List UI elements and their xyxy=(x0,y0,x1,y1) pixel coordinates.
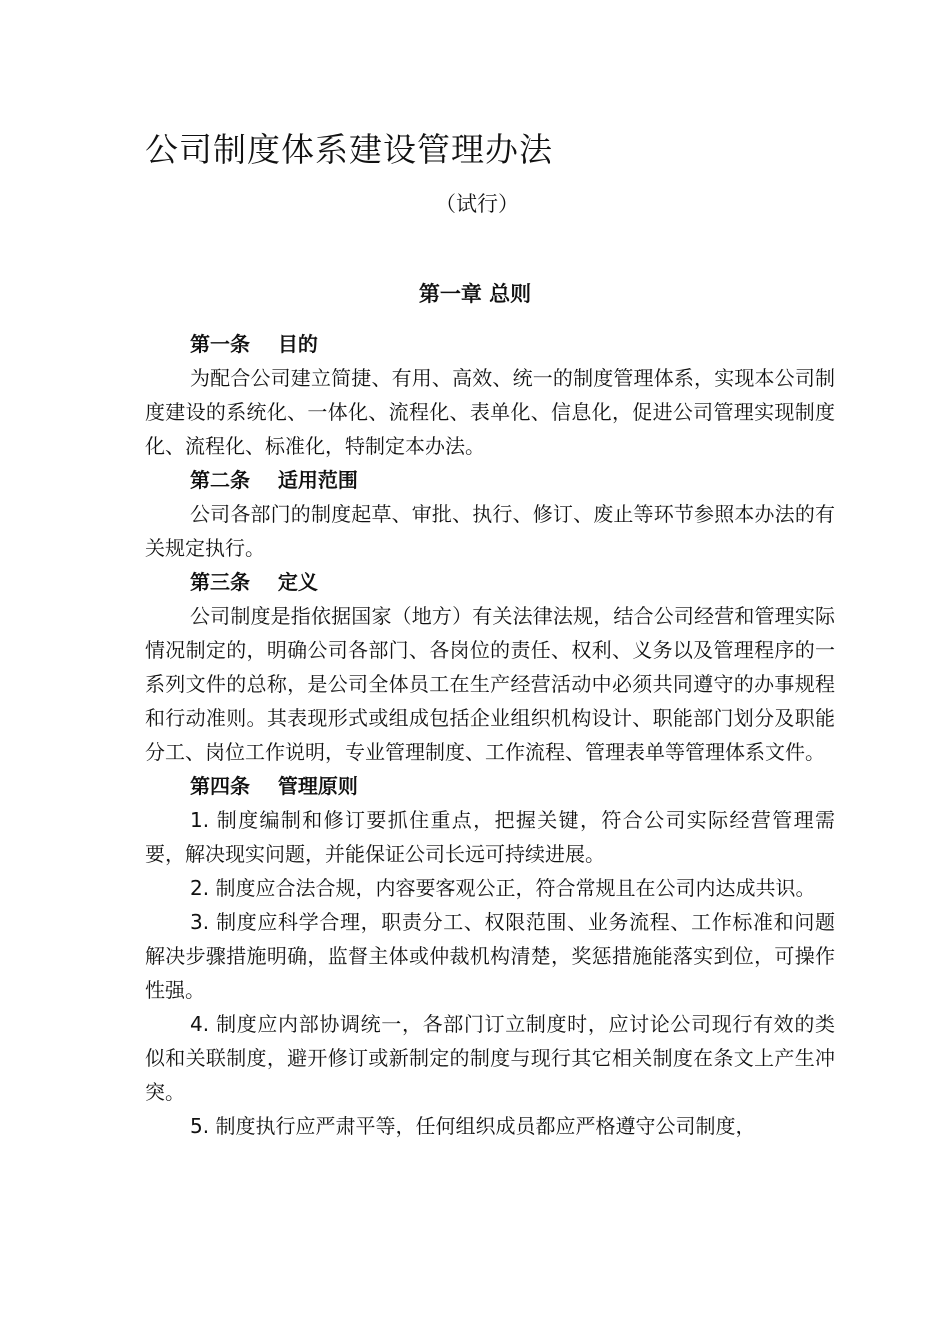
article-paragraph: 公司各部门的制度起草、审批、执行、修订、废止等环节参照本办法的有关规定执行。 xyxy=(145,502,835,560)
document-title: 公司制度体系建设管理办法 xyxy=(145,130,553,169)
article-heading: 第三条 定义 xyxy=(190,570,318,594)
article-heading: 第一条 目的 xyxy=(190,332,318,356)
document-body xyxy=(145,327,835,1143)
principle-item: 2. 制度应合法合规，内容要客观公正，符合常规且在公司内达成共识。 xyxy=(190,876,816,900)
principle-item: 1. 制度编制和修订要抓住重点，把握关键，符合公司实际经营管理需要，解决现实问题，并能保证公司长远可持续进展。 xyxy=(145,808,835,866)
article-paragraph: 公司制度是指依据国家（地方）有关法律法规，结合公司经营和管理实际情况制定的，明确公司各部门、各岗位的责任、权利、义务以及管理程序的一系列文件的总称，是公司全体员工在生产经营活动中必须共同遵守的办事规程和行动准则。其表现形式或组成包括企业组织机构设计、职能部门划分及职能分工、岗位工作说明，专业管理制度、工作流程、管理表单等管理体系文件。 xyxy=(145,604,835,764)
principle-item: 3. 制度应科学合理，职责分工、权限范围、业务流程、工作标准和问题解决步骤措施明确，监督主体或仲裁机构清楚，奖惩措施能落实到位，可操作性强。 xyxy=(145,910,835,1002)
article-heading: 第二条 适用范围 xyxy=(190,468,358,492)
chapter-title: 第一章 总则 xyxy=(418,282,532,306)
principle-item: 5. 制度执行应严肃平等，任何组织成员都应严格遵守公司制度， xyxy=(190,1114,756,1138)
document-subtitle: （试行） xyxy=(435,192,519,216)
article-paragraph: 为配合公司建立简捷、有用、高效、统一的制度管理体系，实现本公司制度建设的系统化、一体化、流程化、表单化、信息化，促进公司管理实现制度化、流程化、标准化，特制定本办法。 xyxy=(145,366,835,458)
principle-item: 4. 制度应内部协调统一，各部门订立制度时，应讨论公司现行有效的类似和关联制度，避开修订或新制定的制度与现行其它相关制度在条文上产生冲突。 xyxy=(145,1012,835,1104)
article-heading: 第四条 管理原则 xyxy=(190,774,358,798)
